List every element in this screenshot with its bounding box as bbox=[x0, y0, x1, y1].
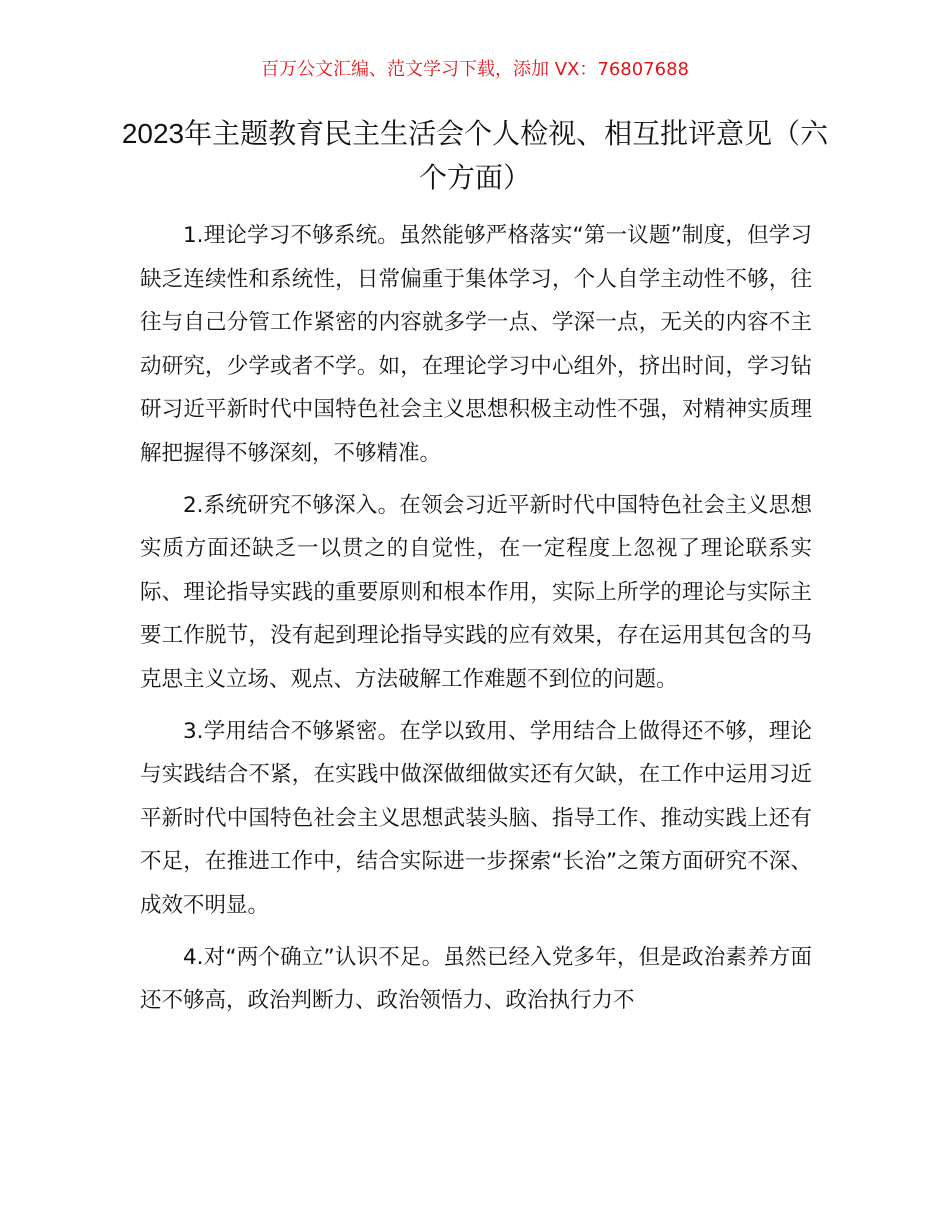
document-title: 2023年主题教育民主生活会个人检视、相互批评意见（六个方面） bbox=[121, 118, 829, 193]
header-banner: 百万公文汇编、范文学习下载，添加 VX：76807688 bbox=[261, 59, 689, 80]
paragraph-3: 3.学用结合不够紧密。在学以致用、学用结合上做得还不够，理论与实践结合不紧，在实践中做深做细做实还有欠缺，在工作中运用习近平新时代中国特色社会主义思想武装头脑、指导工作、推动实践上还有不足，在推进工作中，结合实际进一步探索“长治”之策方面研究不深、成效不明显。 bbox=[140, 718, 812, 918]
document-body bbox=[140, 214, 812, 1031]
paragraph-2: 2.系统研究不够深入。在领会习近平新时代中国特色社会主义思想实质方面还缺乏一以贯之的自觉性，在一定程度上忽视了理论联系实际、理论指导实践的重要原则和根本作用，实际上所学的理论与实际主要工作脱节，没有起到理论指导实践的应有效果，存在运用其包含的马克思主义立场、观点、方法破解工作难题不到位的问题。 bbox=[140, 492, 812, 692]
paragraph-4: 4.对“两个确立”认识不足。虽然已经入党多年，但是政治素养方面还不够高，政治判断力、政治领悟力、政治执行力不 bbox=[140, 944, 812, 1014]
paragraph-1: 1.理论学习不够系统。虽然能够严格落实“第一议题”制度，但学习缺乏连续性和系统性，日常偏重于集体学习，个人自学主动性不够，往往与自己分管工作紧密的内容就多学一点、学深一点，无关的内容不主动研究，少学或者不学。如，在理论学习中心组外，挤出时间，学习钻研习近平新时代中国特色社会主义思想积极主动性不强，对精神实质理解把握得不够深刻，不够精准。 bbox=[140, 223, 812, 466]
